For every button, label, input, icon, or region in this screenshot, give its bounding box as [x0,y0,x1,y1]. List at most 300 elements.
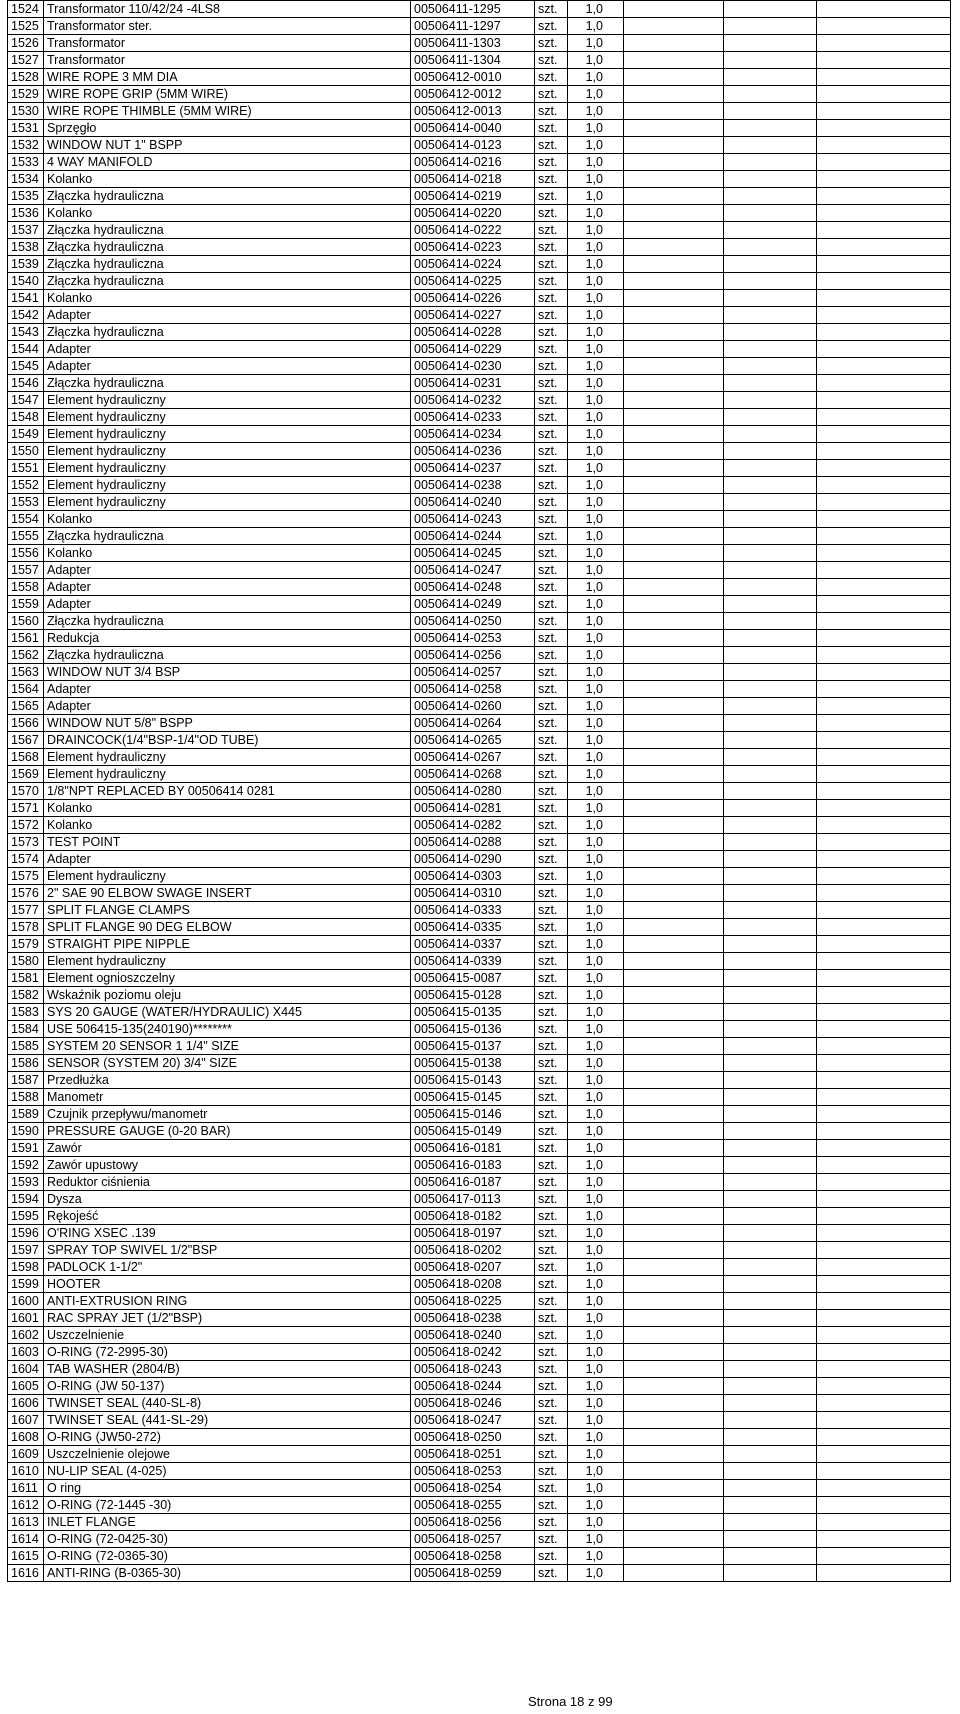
row-number-cell: 1587 [8,1072,44,1089]
item-name-cell: Element hydrauliczny [44,953,411,970]
quantity-cell: 1,0 [568,647,624,664]
quantity-cell: 1,0 [568,885,624,902]
item-code-cell: 00506415-0137 [411,1038,535,1055]
table-row [8,1548,951,1565]
empty-cell [624,1157,724,1174]
empty-cell [624,1378,724,1395]
item-name-cell: Sprzęgło [44,120,411,137]
item-name-cell: Element hydrauliczny [44,494,411,511]
item-code-cell: 00506414-0240 [411,494,535,511]
unit-cell: szt. [535,987,568,1004]
empty-cell [624,817,724,834]
quantity-cell: 1,0 [568,698,624,715]
item-name-cell: Manometr [44,1089,411,1106]
empty-cell [624,188,724,205]
quantity-cell: 1,0 [568,443,624,460]
empty-cell [817,562,951,579]
empty-cell [624,1531,724,1548]
item-code-cell: 00506418-0197 [411,1225,535,1242]
empty-cell [624,69,724,86]
empty-cell [624,137,724,154]
unit-cell: szt. [535,409,568,426]
item-code-cell: 00506418-0251 [411,1446,535,1463]
table-row [8,239,951,256]
empty-cell [724,307,817,324]
item-name-cell: Złączka hydrauliczna [44,375,411,392]
item-name-cell: 2" SAE 90 ELBOW SWAGE INSERT [44,885,411,902]
quantity-cell: 1,0 [568,919,624,936]
row-number-cell: 1564 [8,681,44,698]
empty-cell [724,358,817,375]
row-number-cell: 1563 [8,664,44,681]
unit-cell: szt. [535,715,568,732]
empty-cell [624,1327,724,1344]
quantity-cell: 1,0 [568,511,624,528]
empty-cell [817,1004,951,1021]
item-code-cell: 00506414-0229 [411,341,535,358]
empty-cell [724,749,817,766]
item-code-cell: 00506418-0182 [411,1208,535,1225]
empty-cell [624,1412,724,1429]
item-code-cell: 00506414-0245 [411,545,535,562]
item-code-cell: 00506418-0257 [411,1531,535,1548]
empty-cell [724,1531,817,1548]
unit-cell: szt. [535,1157,568,1174]
empty-cell [817,86,951,103]
table-row [8,477,951,494]
empty-cell [624,205,724,222]
item-code-cell: 00506415-0136 [411,1021,535,1038]
quantity-cell: 1,0 [568,970,624,987]
unit-cell: szt. [535,171,568,188]
item-name-cell: Element hydrauliczny [44,409,411,426]
item-name-cell: Kolanko [44,800,411,817]
quantity-cell: 1,0 [568,1344,624,1361]
item-code-cell: 00506418-0207 [411,1259,535,1276]
empty-cell [624,766,724,783]
unit-cell: szt. [535,647,568,664]
quantity-cell: 1,0 [568,18,624,35]
unit-cell: szt. [535,154,568,171]
item-name-cell: O-RING (JW50-272) [44,1429,411,1446]
empty-cell [724,154,817,171]
empty-cell [624,613,724,630]
table-row [8,137,951,154]
item-name-cell: ANTI-RING (B-0365-30) [44,1565,411,1582]
empty-cell [817,987,951,1004]
unit-cell: szt. [535,936,568,953]
table-row [8,392,951,409]
unit-cell: szt. [535,392,568,409]
table-row [8,1565,951,1582]
empty-cell [724,834,817,851]
item-name-cell: Uszczelnienie [44,1327,411,1344]
empty-cell [624,1565,724,1582]
row-number-cell: 1616 [8,1565,44,1582]
item-code-cell: 00506414-0231 [411,375,535,392]
quantity-cell: 1,0 [568,137,624,154]
empty-cell [724,443,817,460]
row-number-cell: 1601 [8,1310,44,1327]
quantity-cell: 1,0 [568,1140,624,1157]
item-name-cell: WINDOW NUT 5/8" BSPP [44,715,411,732]
row-number-cell: 1589 [8,1106,44,1123]
row-number-cell: 1543 [8,324,44,341]
empty-cell [624,1208,724,1225]
empty-cell [817,1548,951,1565]
empty-cell [724,52,817,69]
unit-cell: szt. [535,103,568,120]
item-code-cell: 00506414-0258 [411,681,535,698]
item-code-cell: 00506414-0222 [411,222,535,239]
table-row [8,1446,951,1463]
table-row [8,698,951,715]
row-number-cell: 1585 [8,1038,44,1055]
item-code-cell: 00506414-0280 [411,783,535,800]
table-row [8,1021,951,1038]
item-name-cell: Transformator ster. [44,18,411,35]
empty-cell [817,409,951,426]
empty-cell [624,375,724,392]
quantity-cell: 1,0 [568,154,624,171]
empty-cell [817,426,951,443]
row-number-cell: 1552 [8,477,44,494]
item-name-cell: Element ognioszczelny [44,970,411,987]
item-name-cell: DRAINCOCK(1/4"BSP-1/4"OD TUBE) [44,732,411,749]
item-name-cell: Element hydrauliczny [44,460,411,477]
empty-cell [817,1242,951,1259]
item-name-cell: Dysza [44,1191,411,1208]
table-row [8,851,951,868]
empty-cell [624,885,724,902]
item-name-cell: Transformator [44,35,411,52]
table-row [8,1412,951,1429]
table-row [8,375,951,392]
unit-cell: szt. [535,273,568,290]
unit-cell: szt. [535,1310,568,1327]
quantity-cell: 1,0 [568,681,624,698]
item-code-cell: 00506414-0219 [411,188,535,205]
item-code-cell: 00506415-0087 [411,970,535,987]
table-row [8,1344,951,1361]
empty-cell [817,613,951,630]
empty-cell [724,1055,817,1072]
quantity-cell: 1,0 [568,1310,624,1327]
item-name-cell: Adapter [44,579,411,596]
table-row [8,120,951,137]
unit-cell: szt. [535,1514,568,1531]
quantity-cell: 1,0 [568,273,624,290]
empty-cell [624,1361,724,1378]
table-row [8,1140,951,1157]
item-name-cell: Element hydrauliczny [44,749,411,766]
item-code-cell: 00506418-0258 [411,1548,535,1565]
empty-cell [724,987,817,1004]
row-number-cell: 1611 [8,1480,44,1497]
empty-cell [817,868,951,885]
table-row [8,358,951,375]
item-code-cell: 00506414-0339 [411,953,535,970]
row-number-cell: 1536 [8,205,44,222]
row-number-cell: 1541 [8,290,44,307]
empty-cell [624,358,724,375]
table-row [8,885,951,902]
quantity-cell: 1,0 [568,817,624,834]
empty-cell [724,766,817,783]
empty-cell [624,1225,724,1242]
item-code-cell: 00506418-0243 [411,1361,535,1378]
empty-cell [817,358,951,375]
item-name-cell: WINDOW NUT 3/4 BSP [44,664,411,681]
item-code-cell: 00506414-0335 [411,919,535,936]
unit-cell: szt. [535,477,568,494]
table-row [8,1208,951,1225]
item-code-cell: 00506414-0264 [411,715,535,732]
empty-cell [817,851,951,868]
empty-cell [817,1,951,18]
quantity-cell: 1,0 [568,1361,624,1378]
quantity-cell: 1,0 [568,1429,624,1446]
empty-cell [817,698,951,715]
quantity-cell: 1,0 [568,1106,624,1123]
quantity-cell: 1,0 [568,1327,624,1344]
empty-cell [817,1140,951,1157]
row-number-cell: 1571 [8,800,44,817]
table-row [8,545,951,562]
row-number-cell: 1534 [8,171,44,188]
quantity-cell: 1,0 [568,290,624,307]
empty-cell [724,1463,817,1480]
row-number-cell: 1526 [8,35,44,52]
table-row [8,35,951,52]
quantity-cell: 1,0 [568,1072,624,1089]
empty-cell [624,1021,724,1038]
item-name-cell: HOOTER [44,1276,411,1293]
table-row [8,18,951,35]
empty-cell [817,1310,951,1327]
item-name-cell: Transformator [44,52,411,69]
unit-cell: szt. [535,222,568,239]
row-number-cell: 1545 [8,358,44,375]
item-code-cell: 00506415-0138 [411,1055,535,1072]
row-number-cell: 1532 [8,137,44,154]
row-number-cell: 1581 [8,970,44,987]
empty-cell [817,1089,951,1106]
quantity-cell: 1,0 [568,1565,624,1582]
quantity-cell: 1,0 [568,1191,624,1208]
quantity-cell: 1,0 [568,256,624,273]
item-name-cell: O-RING (72-1445 -30) [44,1497,411,1514]
item-code-cell: 00506414-0234 [411,426,535,443]
row-number-cell: 1594 [8,1191,44,1208]
row-number-cell: 1580 [8,953,44,970]
empty-cell [724,205,817,222]
item-name-cell: PADLOCK 1-1/2" [44,1259,411,1276]
empty-cell [817,1072,951,1089]
empty-cell [724,664,817,681]
row-number-cell: 1597 [8,1242,44,1259]
quantity-cell: 1,0 [568,664,624,681]
item-name-cell: INLET FLANGE [44,1514,411,1531]
quantity-cell: 1,0 [568,1208,624,1225]
unit-cell: szt. [535,732,568,749]
empty-cell [817,1497,951,1514]
row-number-cell: 1590 [8,1123,44,1140]
item-code-cell: 00506412-0013 [411,103,535,120]
item-name-cell: Adapter [44,698,411,715]
row-number-cell: 1561 [8,630,44,647]
empty-cell [817,1174,951,1191]
item-name-cell: Przedłużka [44,1072,411,1089]
unit-cell: szt. [535,1378,568,1395]
item-code-cell: 00506414-0225 [411,273,535,290]
quantity-cell: 1,0 [568,630,624,647]
unit-cell: szt. [535,528,568,545]
empty-cell [817,1531,951,1548]
item-name-cell: WIRE ROPE 3 MM DIA [44,69,411,86]
unit-cell: szt. [535,1,568,18]
empty-cell [724,1497,817,1514]
item-name-cell: Złączka hydrauliczna [44,528,411,545]
row-number-cell: 1554 [8,511,44,528]
row-number-cell: 1549 [8,426,44,443]
quantity-cell: 1,0 [568,341,624,358]
table-row [8,1038,951,1055]
unit-cell: szt. [535,1327,568,1344]
item-name-cell: RAC SPRAY JET (1/2"BSP) [44,1310,411,1327]
table-row [8,528,951,545]
item-code-cell: 00506414-0236 [411,443,535,460]
item-name-cell: Złączka hydrauliczna [44,188,411,205]
item-code-cell: 00506418-0238 [411,1310,535,1327]
unit-cell: szt. [535,239,568,256]
row-number-cell: 1607 [8,1412,44,1429]
item-name-cell: Element hydrauliczny [44,392,411,409]
unit-cell: szt. [535,137,568,154]
item-code-cell: 00506414-0228 [411,324,535,341]
table-row [8,783,951,800]
item-code-cell: 00506418-0202 [411,1242,535,1259]
empty-cell [724,290,817,307]
table-row [8,1174,951,1191]
quantity-cell: 1,0 [568,1123,624,1140]
quantity-cell: 1,0 [568,766,624,783]
unit-cell: szt. [535,69,568,86]
unit-cell: szt. [535,579,568,596]
empty-cell [724,35,817,52]
empty-cell [817,1157,951,1174]
table-row [8,188,951,205]
table-row [8,171,951,188]
row-number-cell: 1586 [8,1055,44,1072]
quantity-cell: 1,0 [568,613,624,630]
empty-cell [817,1225,951,1242]
row-number-cell: 1579 [8,936,44,953]
unit-cell: szt. [535,120,568,137]
empty-cell [817,1378,951,1395]
item-code-cell: 00506412-0012 [411,86,535,103]
table-row [8,1310,951,1327]
empty-cell [817,1446,951,1463]
empty-cell [624,477,724,494]
empty-cell [817,256,951,273]
table-row [8,1361,951,1378]
table-row [8,1293,951,1310]
quantity-cell: 1,0 [568,69,624,86]
unit-cell: szt. [535,35,568,52]
item-code-cell: 00506416-0183 [411,1157,535,1174]
row-number-cell: 1527 [8,52,44,69]
empty-cell [624,579,724,596]
empty-cell [624,511,724,528]
table-row [8,1123,951,1140]
item-name-cell: Zawór upustowy [44,1157,411,1174]
quantity-cell: 1,0 [568,545,624,562]
empty-cell [624,273,724,290]
quantity-cell: 1,0 [568,1089,624,1106]
empty-cell [817,834,951,851]
table-row [8,1327,951,1344]
row-number-cell: 1584 [8,1021,44,1038]
empty-cell [624,732,724,749]
empty-cell [724,919,817,936]
empty-cell [624,1055,724,1072]
empty-cell [724,1038,817,1055]
item-code-cell: 00506418-0208 [411,1276,535,1293]
quantity-cell: 1,0 [568,52,624,69]
quantity-cell: 1,0 [568,1446,624,1463]
row-number-cell: 1583 [8,1004,44,1021]
quantity-cell: 1,0 [568,205,624,222]
quantity-cell: 1,0 [568,1157,624,1174]
unit-cell: szt. [535,766,568,783]
empty-cell [724,1293,817,1310]
empty-cell [817,341,951,358]
table-row [8,154,951,171]
empty-cell [817,137,951,154]
empty-cell [817,1480,951,1497]
empty-cell [624,783,724,800]
empty-cell [624,987,724,1004]
empty-cell [724,1548,817,1565]
empty-cell [817,205,951,222]
row-number-cell: 1608 [8,1429,44,1446]
empty-cell [724,562,817,579]
item-code-cell: 00506414-0040 [411,120,535,137]
unit-cell: szt. [535,86,568,103]
row-number-cell: 1574 [8,851,44,868]
item-name-cell: TAB WASHER (2804/B) [44,1361,411,1378]
empty-cell [817,596,951,613]
table-row [8,205,951,222]
table-row [8,103,951,120]
row-number-cell: 1565 [8,698,44,715]
row-number-cell: 1577 [8,902,44,919]
quantity-cell: 1,0 [568,392,624,409]
item-name-cell: SENSOR (SYSTEM 20) 3/4" SIZE [44,1055,411,1072]
item-name-cell: SPRAY TOP SWIVEL 1/2"BSP [44,1242,411,1259]
quantity-cell: 1,0 [568,936,624,953]
table-row [8,1395,951,1412]
item-code-cell: 00506414-0220 [411,205,535,222]
empty-cell [624,1072,724,1089]
table-row [8,1514,951,1531]
empty-cell [817,902,951,919]
item-name-cell: Kolanko [44,817,411,834]
empty-cell [724,69,817,86]
item-name-cell: Element hydrauliczny [44,477,411,494]
empty-cell [624,1140,724,1157]
